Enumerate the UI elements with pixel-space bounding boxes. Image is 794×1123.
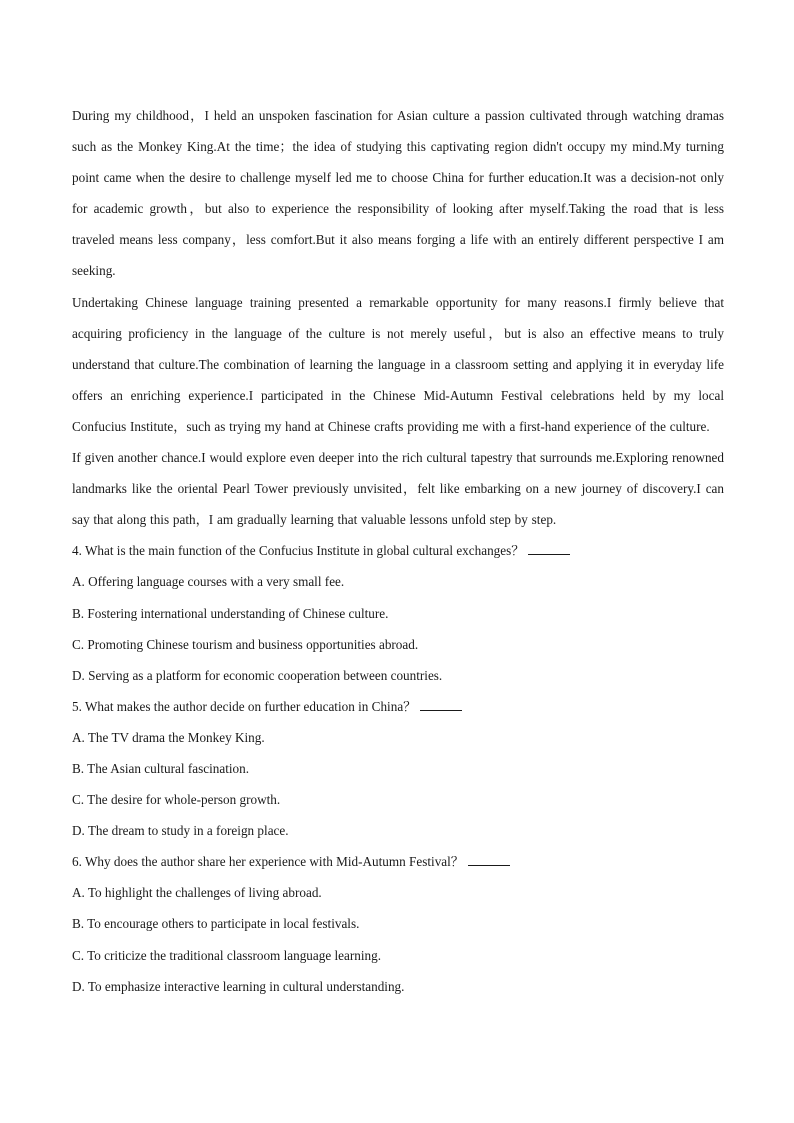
option-d: D. Serving as a platform for economic cooperation between countries.	[72, 667, 443, 683]
option-b: B. To encourage others to participate in local festivals.	[72, 916, 360, 932]
answer-blank[interactable]	[468, 852, 510, 866]
option-a: A. The TV drama the Monkey King.	[72, 729, 265, 745]
answer-blank[interactable]	[528, 541, 570, 555]
option-d: D. To emphasize interactive learning in cultural understanding.	[72, 978, 405, 994]
question-5	[72, 691, 724, 846]
passage-paragraph-2: Undertaking Chinese language training presented a remarkable opportunity for many reasons.I firmly believe that acquiring proficiency in the language of the culture is not merely useful，but is also an effective means to truly understand that culture.The combination of learning the language in a classroom setting and applying it in everyday life offers an enriching experience.I participated in the Chinese Mid-Autumn Festival celebrations held by my local Confucius Institute，such as trying my hand at Chinese crafts providing me with a first-hand experience of the culture.	[72, 294, 724, 434]
option-b: B. Fostering international understanding of Chinese culture.	[72, 605, 389, 621]
question-stem: 4. What is the main function of the Confucius Institute in global cultural exchanges？	[72, 535, 724, 566]
option-c: C. The desire for whole-person growth.	[72, 792, 281, 808]
question-list	[72, 535, 724, 1001]
option-b: B. The Asian cultural fascination.	[72, 760, 250, 776]
question-stem: 6. Why does the author share her experience with Mid-Autumn Festival？	[72, 846, 724, 877]
passage-paragraph-3: If given another chance.I would explore even deeper into the rich cultural tapestry that surrounds me.Exploring renowned landmarks like the oriental Pearl Tower previously unvisited，felt like embarking on a new journey of discovery.I can say that along this path，I am gradually learning that valuable lessons unfold step by step.	[72, 450, 724, 528]
question-4	[72, 535, 724, 690]
passage-paragraph-1: During my childhood，I held an unspoken fascination for Asian culture a passion cultivated through watching dramas such as the Monkey King.At the time；the idea of studying this captivating region didn't occupy my mind.My turning point came when the desire to challenge myself led me to choose China for further education.It was a decision-not only for academic growth，but also to experience the responsibility of looking after myself.Taking the road that is less traveled means less company，less comfort.But it also means forging a life with an entirely different perspective I am seeking.	[72, 108, 724, 279]
option-d: D. The dream to study in a foreign place.	[72, 823, 289, 839]
question-6	[72, 846, 724, 1001]
reading-passage	[72, 100, 724, 535]
option-a: A. Offering language courses with a very small fee.	[72, 574, 345, 590]
option-a: A. To highlight the challenges of living abroad.	[72, 885, 322, 901]
question-stem: 5. What makes the author decide on further education in China？	[72, 691, 724, 722]
option-c: C. Promoting Chinese tourism and business opportunities abroad.	[72, 636, 419, 652]
document-page	[72, 100, 724, 1002]
option-c: C. To criticize the traditional classroom language learning.	[72, 947, 382, 963]
answer-blank[interactable]	[420, 697, 462, 711]
